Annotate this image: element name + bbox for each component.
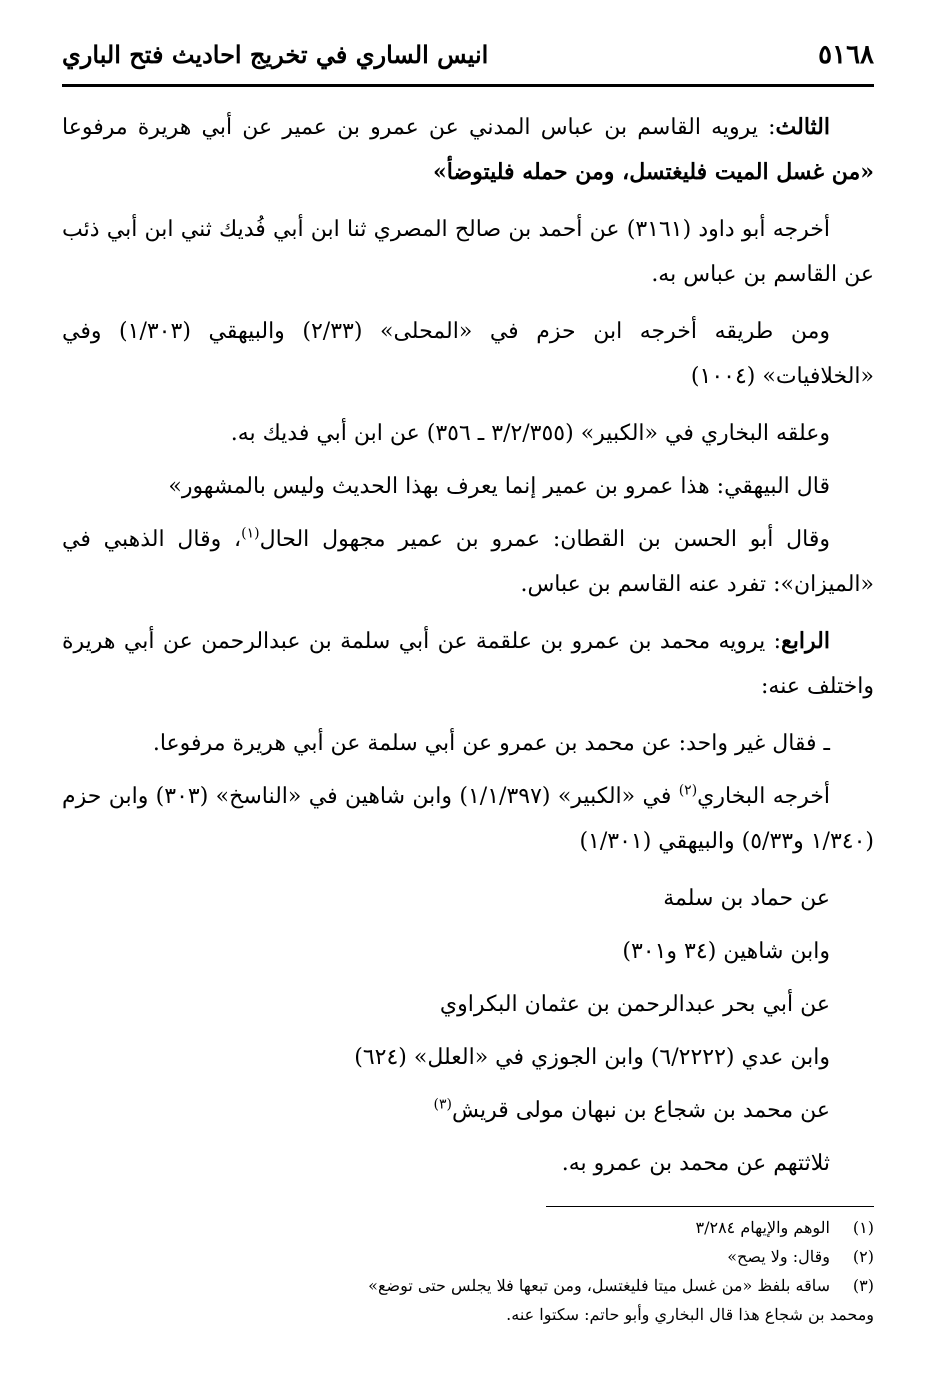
page (62, 40, 874, 1329)
page-header (62, 40, 874, 82)
section-label-third: الثالث (775, 114, 830, 140)
paragraph-text: ثلاثتهم عن محمد بن عمرو به. (561, 1151, 830, 1176)
paragraph-text: عن محمد بن شجاع بن نبهان مولى قريش (451, 1098, 830, 1123)
paragraph (62, 464, 874, 509)
paragraph (62, 309, 874, 399)
paragraph (62, 1088, 874, 1133)
paragraph-text: عن أبي بحر عبدالرحمن بن عثمان البكراوي (439, 992, 830, 1017)
paragraph-text: : يرويه القاسم بن عباس المدني عن عمرو بن عمير عن أبي هريرة مرفوعا (62, 115, 776, 140)
paragraph-text: قال البيهقي: هذا عمرو بن عمير إنما يعرف بهذا الحديث وليس بالمشهور» (168, 474, 830, 499)
paragraph-text: : يرويه محمد بن عمرو بن علقمة عن أبي سلمة بن عبدالرحمن عن أبي هريرة واختلف عنه: (62, 629, 874, 699)
footnote-text: وقال: ولا يصح» (727, 1247, 830, 1266)
paragraph (62, 876, 874, 921)
paragraph (62, 929, 874, 974)
paragraph-third-path (62, 105, 874, 195)
paragraph (62, 1141, 874, 1186)
section-label-fourth: الرابع (781, 628, 830, 654)
hadith-quote: «من غسل الميت فليغتسل، ومن حمله فليتوضأ» (432, 159, 874, 185)
paragraph-text: ، وقال الذهبي في «الميزان»: تفرد عنه القاسم بن عباس. (62, 527, 874, 597)
paragraph (62, 982, 874, 1027)
footnote (62, 1271, 874, 1300)
body-text (62, 105, 874, 1186)
footnote (62, 1213, 874, 1242)
footnote-marker: (١) (241, 525, 260, 542)
paragraph-text: ومن طريقه أخرجه ابن حزم في «المحلى» (٢/٣٣) والبيهقي (١/٣٠٣) وفي «الخلافيات» (١٠٠٤) (62, 319, 874, 389)
paragraph-text: وابن شاهين (٣٤ و٣٠١) (622, 939, 830, 964)
footnotes (62, 1213, 874, 1329)
paragraph (62, 774, 874, 864)
paragraph (62, 411, 874, 456)
paragraph (62, 207, 874, 297)
footnote (62, 1242, 874, 1271)
header-rule (62, 84, 874, 87)
footnote-number: (٢) (852, 1247, 874, 1266)
running-title: انيس الساري في تخريج احاديث فتح الباري (62, 40, 489, 69)
paragraph (62, 517, 874, 607)
footnote-number: (١) (852, 1218, 874, 1237)
paragraph-text: وابن عدي (٦/٢٢٢٢) وابن الجوزي في «العلل» (٦٢٤) (354, 1045, 830, 1070)
footnote-marker: (٢) (678, 782, 698, 799)
paragraph (62, 721, 874, 766)
paragraph-text: أخرجه أبو داود (٣١٦١) عن أحمد بن صالح المصري ثنا ابن أبي فُديك ثني ابن أبي ذئب عن القاسم بن عباس به. (62, 217, 874, 287)
footnote-text: الوهم والإيهام ٣/٢٨٤ (695, 1218, 830, 1237)
paragraph-fourth-path (62, 619, 874, 709)
footnote-marker: (٣) (433, 1096, 452, 1113)
paragraph-text: عن حماد بن سلمة (663, 886, 830, 911)
paragraph-text: ـ فقال غير واحد: عن محمد بن عمرو عن أبي سلمة عن أبي هريرة مرفوعا. (152, 731, 830, 756)
paragraph (62, 1035, 874, 1080)
paragraph-text: وعلقه البخاري في «الكبير» (٣/٢/٣٥٥ ـ ٣٥٦) عن ابن أبي فديك به. (230, 421, 830, 446)
paragraph-text: أخرجه البخاري (697, 784, 830, 809)
footnote-separator (546, 1206, 874, 1207)
footnote-continuation: ومحمد بن شجاع هذا قال البخاري وأبو حاتم: سكتوا عنه. (506, 1305, 874, 1324)
footnote-text: ساقه بلفظ «من غسل ميتا فليغتسل، ومن تبعها فلا يجلس حتى توضع» (368, 1276, 830, 1295)
paragraph-text: في «الكبير» (١/١/٣٩٧) وابن شاهين في «الناسخ» (٣٠٣) وابن حزم (١/٣٤٠ و٥/٣٣) والبيهقي (١/٣٠١) (62, 784, 874, 854)
paragraph-text: وقال أبو الحسن بن القطان: عمرو بن عمير مجهول الحال (259, 527, 831, 552)
footnote-number: (٣) (852, 1276, 874, 1295)
page-number: ٥١٦٨ (818, 40, 874, 70)
